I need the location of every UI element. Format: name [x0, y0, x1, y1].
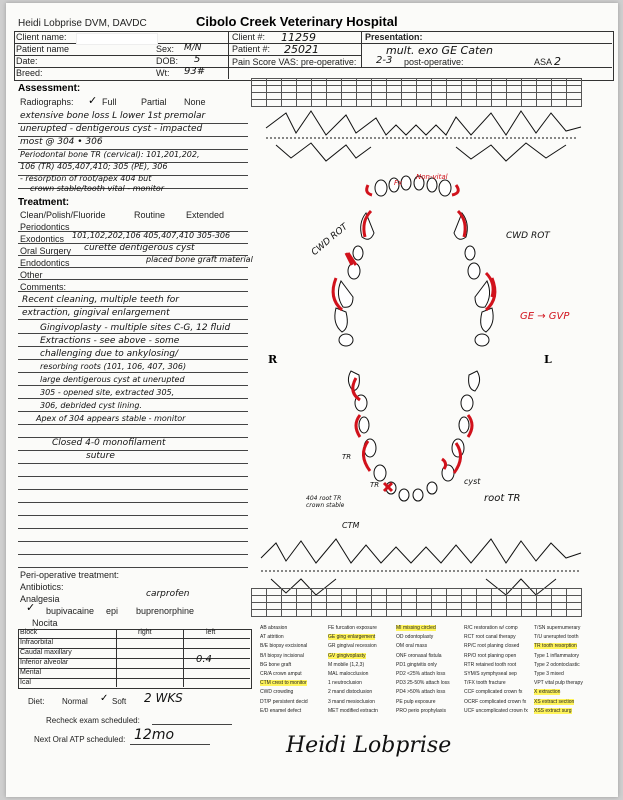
comment-12: suture [86, 451, 115, 461]
legend-item: AB abrasion [260, 625, 288, 631]
legend-item: VPT vital pulp therapy [534, 680, 583, 687]
legend-item: RCT root canal therapy [464, 634, 516, 641]
endo-label: Endodontics [20, 258, 70, 268]
comment-4: Extractions - see above - some [40, 336, 180, 346]
endo-value: placed bone graft material [146, 255, 253, 264]
ann-ge-gvp: GE → GVP [520, 311, 570, 322]
oral-surgery-value: curette dentigerous cyst [84, 243, 195, 253]
pain-label: Pain Score VAS: pre-operative: [232, 57, 357, 67]
ann-cwd-rot-l: CWD ROT [506, 231, 550, 241]
ann-fx: Fx [394, 179, 403, 187]
comment-5: challenging due to ankylosing/ [40, 349, 179, 359]
left-side-label: L [544, 353, 552, 366]
pain-pre-value: 2-3 [376, 55, 393, 66]
assess-note-6: - resorption of root/apex 404 but [20, 174, 152, 183]
perio-label: Periodontics [20, 222, 70, 232]
legend-item: B/I biopsy incisional [260, 652, 304, 659]
bupivacaine-label: bupivacaine [46, 606, 95, 616]
legend-item: PD4 >50% attach loss [396, 689, 446, 696]
legend-item: 3 mand mesioclusion [328, 698, 375, 705]
legend-item: B/E biopsy excisional [260, 643, 308, 650]
legend-item: E/D enamel defect [260, 707, 302, 714]
legend-item: CCF complicated crown fx [464, 689, 523, 696]
block-row-4: Mental [20, 669, 42, 676]
extended-label: Extended [186, 210, 225, 220]
legend-item: GE ging enlargement [328, 634, 376, 641]
routine-label: Routine [134, 210, 166, 220]
legend-item: PD3 25-50% attach loss [396, 680, 450, 687]
ann-ctm: CTM [342, 521, 360, 530]
checkmark-icon: ✓ [100, 693, 109, 704]
sex-value: M/N [184, 43, 202, 53]
block-row-1: Infraorbital [20, 639, 54, 646]
legend-item: T/U unerupted tooth [534, 634, 579, 641]
assess-note-2: unerupted - dentigerous cyst - impacted [20, 124, 203, 134]
full-label: Full [102, 97, 117, 107]
legend-item: FE furcation exposure [328, 625, 377, 631]
legend-item: X extraction [534, 689, 561, 696]
legend-item: R/C restoration w/ comp [464, 625, 518, 631]
block-row-5: Ical [20, 679, 31, 686]
date-label: Date: [16, 56, 38, 66]
legend-item: UCF uncomplicated crown fx [464, 707, 528, 714]
oral-surgery-label: Oral Surgery [20, 246, 72, 256]
comment-9: 306, debrided cyst lining. [40, 401, 142, 410]
legend-item: ONF oronasal fistula [396, 652, 442, 659]
ann-cyst: cyst [464, 477, 481, 486]
legend-item: MAL malocclusion [328, 671, 369, 677]
next-value: 12mo [134, 727, 175, 743]
legend-item: TR tooth resorption [534, 643, 577, 650]
checkmark-icon: ✓ [26, 602, 36, 614]
comment-10: Apex of 304 appears stable - monitor [36, 414, 186, 423]
legend-item: PD2 <25% attach loss [396, 671, 446, 677]
legend-item: RTR retained tooth root [464, 661, 517, 668]
doctor-name: Heidi Lobprise DVM, DAVDC [18, 18, 147, 29]
legend-item: XS extract section [534, 698, 575, 705]
legend-item: Type 2 odontoclastic [534, 661, 580, 668]
wt-label: Wt: [156, 68, 170, 78]
breed-label: Breed: [16, 68, 43, 78]
dob-label: DOB: [156, 56, 179, 66]
legend-item: CR/A crown amput [260, 671, 302, 677]
buprenorphine-label: buprenorphine [136, 606, 195, 616]
soft-label: Soft [112, 697, 127, 706]
asa-label: ASA [534, 57, 553, 67]
ann-root-tr: root TR [484, 493, 521, 504]
treatment-title: Treatment: [18, 197, 70, 208]
legend-item: 1 neutroclusion [328, 680, 362, 687]
partial-label: Partial [141, 97, 167, 107]
comments-label: Comments: [20, 282, 67, 292]
assessment-title: Assessment: [18, 83, 81, 94]
next-label: Next Oral ATP scheduled: [34, 735, 126, 744]
normal-label: Normal [62, 697, 88, 706]
block-header: Block [20, 629, 38, 636]
radiographs-label: Radiographs: [20, 97, 74, 107]
analgesia-value: carprofen [146, 589, 190, 599]
clean-label: Clean/Polish/Fluoride [20, 210, 106, 220]
legend-item: T/SN supernumerary [534, 625, 581, 631]
legend-item: OD odontoplasty [396, 634, 434, 641]
legend-item: RP/C root planing closed [464, 643, 520, 650]
right-header: right [138, 629, 152, 636]
comment-11: Closed 4-0 monofilament [52, 438, 166, 448]
none-label: None [184, 97, 206, 107]
comment-8: 305 - opened site, extracted 305, [40, 388, 175, 397]
client-no-value: 11259 [281, 31, 316, 44]
post-op-label: post-operative: [404, 57, 464, 67]
client-no-label: Client #: [232, 32, 266, 42]
comment-6: resorbing roots (101, 106, 407, 306) [40, 362, 187, 371]
ann-tr1: TR [342, 453, 352, 461]
legend-item: MI missing circled [396, 625, 436, 631]
legend-item: DT/P persistent decid [260, 698, 308, 705]
ann-nonvital: Non-vital [416, 173, 448, 181]
block-row-2: Caudal maxillary [20, 649, 72, 656]
right-side-label: R [268, 353, 278, 366]
assess-note-4: Periodontal bone TR (cervical): 101,201,202, [20, 150, 200, 159]
legend-item: OCRF complicated crown fx [464, 698, 527, 705]
hospital-name: Cibolo Creek Veterinary Hospital [196, 14, 398, 29]
comment-3: Gingivoplasty - multiple sites C-G, 12 fluid [40, 323, 231, 333]
wt-value: 93# [184, 66, 206, 77]
left-header: left [206, 629, 216, 636]
exo-label: Exodontics [20, 234, 65, 244]
legend-item: SYM/S symphyseal sep [464, 671, 517, 677]
legend-item: OM oral mass [396, 643, 428, 650]
assess-note-1: extensive bone loss L lower 1st premolar [20, 111, 206, 121]
comment-7: large dentigerous cyst at unerupted [40, 375, 185, 384]
block-left-value: 0.4 [196, 654, 212, 665]
legend-item: Type 1 inflammatory [534, 652, 580, 659]
nocita-label: Nocita [32, 618, 58, 628]
analgesia-label: Analgesia [20, 594, 60, 604]
legend-item: PD1 gingivitis only [396, 661, 437, 668]
patient-name-label: Patient name [16, 44, 70, 54]
recheck-label: Recheck exam scheduled: [46, 716, 140, 725]
legend-item: MET modified extractn [328, 707, 378, 714]
legend-item: CWD crowding [260, 689, 294, 696]
sex-label: Sex: [156, 44, 175, 54]
redacted-box [76, 33, 158, 45]
legend-item: BG bone graft [260, 661, 292, 668]
patient-no-label: Patient #: [232, 44, 271, 54]
patient-no-value: 25021 [284, 43, 319, 56]
epi-label: epi [106, 606, 119, 616]
ann-cwd-rot-r: CWD ROT [309, 222, 350, 258]
legend-item: CTM crest to monitor [260, 680, 307, 687]
legend-item: M mobile (1,2,3) [328, 661, 365, 668]
asa-value: 2 [554, 55, 561, 68]
chart-sheet [6, 3, 618, 797]
legend-item: 2 mand distoclusion [328, 689, 373, 696]
diet-label: Diet: [28, 697, 45, 706]
lower-perio-grid [251, 588, 582, 617]
antibiotics-label: Antibiotics: [20, 582, 64, 592]
assess-note-3: most @ 304 • 306 [20, 137, 103, 147]
exo-value: 101,102,202,106 405,407,410 305-306 [72, 231, 231, 240]
presentation-value: mult. exo GE Caten [386, 44, 493, 57]
client-name-label: Client name: [16, 32, 67, 42]
block-row-3: Inferior alveolar [20, 659, 69, 666]
legend-item: PRO perio prophylaxis [396, 707, 447, 714]
legend-item: GV gingivoplasty [328, 652, 366, 659]
ann-tr2: TR [370, 481, 380, 489]
ann-404: 404 root TR crown stable [306, 495, 345, 509]
presentation-label: Presentation: [365, 32, 423, 42]
comment-1: Recent cleaning, multiple teeth for [22, 295, 179, 305]
legend-item: Type 3 mixed [534, 671, 564, 677]
dob-value: 5 [194, 54, 201, 65]
legend-item: T/FX tooth fracture [464, 680, 506, 687]
legend-item: PE pulp exposure [396, 698, 436, 705]
legend-item: RP/O root planing open [464, 652, 517, 659]
comment-2: extraction, gingival enlargement [22, 308, 170, 318]
checkmark-icon: ✓ [88, 95, 98, 107]
periop-label: Peri-operative treatment: [20, 570, 120, 580]
assess-note-7: crown stable/tooth vital - monitor [30, 184, 165, 193]
other-label: Other [20, 270, 43, 280]
legend-item: XSS extract surg [534, 707, 572, 714]
legend-item: AT attrition [260, 634, 284, 641]
legend-item: GR gingival recession [328, 643, 377, 650]
signature: Heidi Lobprise [286, 733, 452, 758]
assess-note-5: 106 (TR) 405,407,410; 305 (PE), 306 [20, 162, 168, 171]
diet-value: 2 WKS [144, 691, 183, 705]
